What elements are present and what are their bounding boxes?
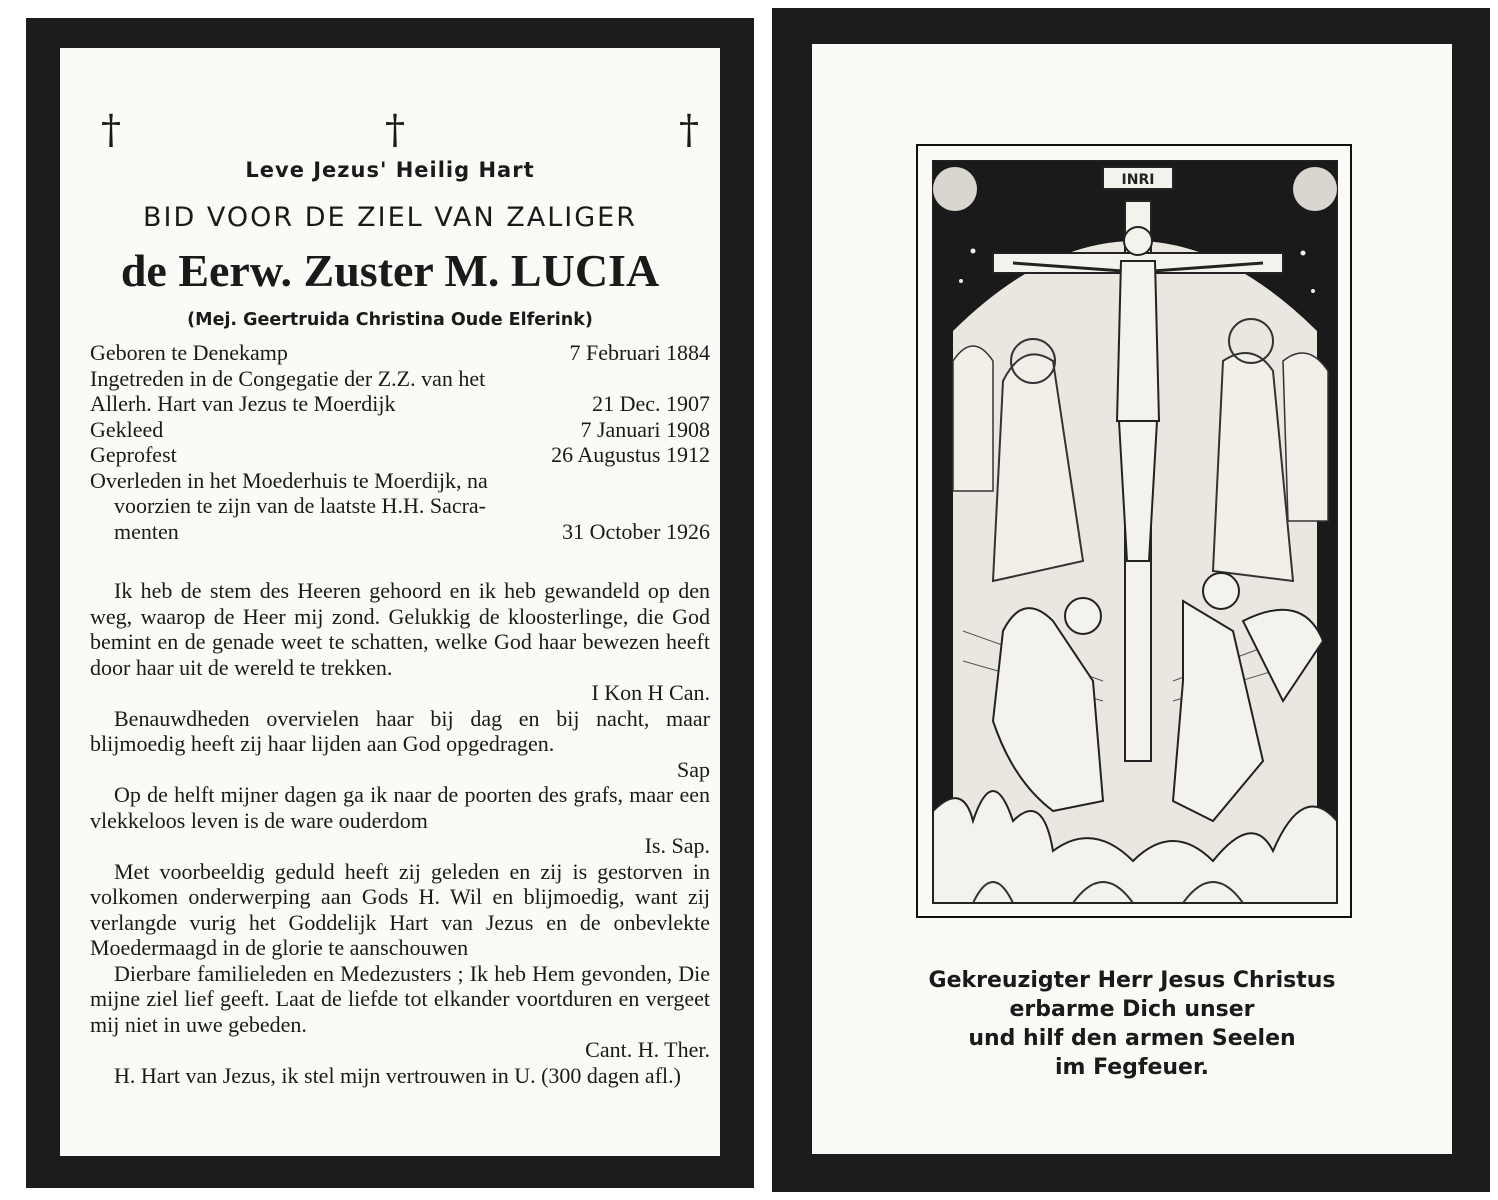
fact-row: [90, 468, 710, 494]
paragraph: [90, 1063, 710, 1089]
citation: Cant. H. Ther.: [585, 1037, 710, 1062]
paragraph-text: Ik heb de stem des Heeren gehoord en ik heb gewandeld op den weg, waarop de Heer mij zond. Gelukkig de kloosterlinge, die God bemint en de genade weet te schatten, welke God haar bewezen heeft door haar uit de wereld te trekken.: [90, 578, 710, 680]
cross-icon: †: [385, 107, 405, 153]
fact-row: [90, 366, 710, 392]
paragraph-text: Op de helft mijner dagen ga ik naar de poorten des grafs, maar een vlekkeloos leven is de ware ouderdom: [90, 782, 710, 833]
left-memorial-card: [26, 18, 754, 1188]
fact-label: Geprofest: [90, 442, 177, 467]
card-heading: Leve Jezus' Heilig Hart: [245, 158, 535, 182]
fact-row: [90, 340, 710, 366]
life-facts: [90, 340, 710, 544]
citation: I Kon H Can.: [591, 680, 710, 705]
maiden-name: (Mej. Geertruida Christina Oude Elferink): [187, 310, 593, 330]
fact-date: 31 October 1926: [562, 518, 710, 544]
caption-line: Gekreuzigter Herr Jesus Christus: [928, 968, 1336, 993]
citation: Sap: [677, 756, 710, 782]
fact-date: 7 Februari 1884: [569, 340, 710, 365]
crucifixion-drawing: [933, 161, 1337, 903]
fact-label: Overleden in het Moederhuis te Moerdijk, na: [90, 467, 488, 493]
caption-line: und hilf den armen Seelen: [968, 1026, 1296, 1051]
paragraph: [90, 706, 710, 783]
cross-icon: †: [101, 107, 121, 153]
fact-label: Ingetreden in de Congegatie der Z.Z. van het: [90, 365, 486, 391]
fact-date: 21 Dec. 1907: [592, 391, 710, 416]
fact-row: [90, 391, 710, 417]
fact-row: [90, 519, 710, 545]
fact-label: menten: [114, 518, 179, 544]
paragraph-text: Dierbare familieleden en Medezusters ; Ik heb Hem gevonden, Die mijne ziel lief geeft. Laat de liefde tot elkander voortduren en vergeet mij niet in uwe gebeden.: [90, 960, 710, 1037]
fact-label: Geboren te Denekamp: [90, 340, 288, 365]
fact-row: [90, 442, 710, 468]
fact-label: voorzien te zijn van de laatste H.H. Sacra-: [114, 493, 487, 518]
crucifixion-illustration: [932, 160, 1338, 904]
right-card-panel: [812, 44, 1452, 1154]
fact-label: Allerh. Hart van Jezus te Moerdijk: [90, 391, 396, 416]
inri-plaque-text: INRI: [1121, 172, 1155, 188]
crucifixion-picture-frame: [916, 144, 1352, 918]
paragraph: [90, 578, 710, 706]
paragraph-text: Met voorbeeldig geduld heeft zij geleden en zij is gestorven in volkomen onderwerping aan Gods H. Wil en blijmoedig, want zij verlangde vurig het Goddelijk Hart van Jezus en de onbevlekte Moedermaagd in de glorie te aanschouwen: [90, 858, 710, 960]
cross-icon: †: [679, 107, 699, 153]
fact-row: [90, 493, 710, 519]
fact-row: [90, 417, 710, 443]
fact-label: Gekleed: [90, 416, 164, 442]
paragraph: [90, 859, 710, 961]
right-memorial-card: [772, 8, 1490, 1192]
paragraph: [90, 961, 710, 1063]
citation: Is. Sap.: [644, 833, 710, 858]
fact-date: 7 Januari 1908: [580, 416, 710, 442]
prayer-line: BID VOOR DE ZIEL VAN ZALIGER: [143, 202, 637, 233]
paragraph-text: H. Hart van Jezus, ik stel mijn vertrouwen in U. (300 dagen afl.): [114, 1062, 681, 1088]
caption-line: erbarme Dich unser: [1009, 997, 1255, 1022]
crosses-row: [60, 108, 720, 158]
caption-line: im Fegfeuer.: [1054, 1055, 1210, 1080]
fact-date: 26 Augustus 1912: [551, 442, 710, 467]
paragraph-text: Benauwdheden overvielen haar bij dag en bij nacht, maar blijmoedig heeft zij haar lijden aan God opgedragen.: [90, 705, 710, 756]
left-card-text-panel: [60, 48, 720, 1156]
scripture-text: [90, 578, 710, 1088]
deceased-name: de Eerw. Zuster M. LUCIA: [120, 245, 660, 296]
paragraph: [90, 782, 710, 859]
